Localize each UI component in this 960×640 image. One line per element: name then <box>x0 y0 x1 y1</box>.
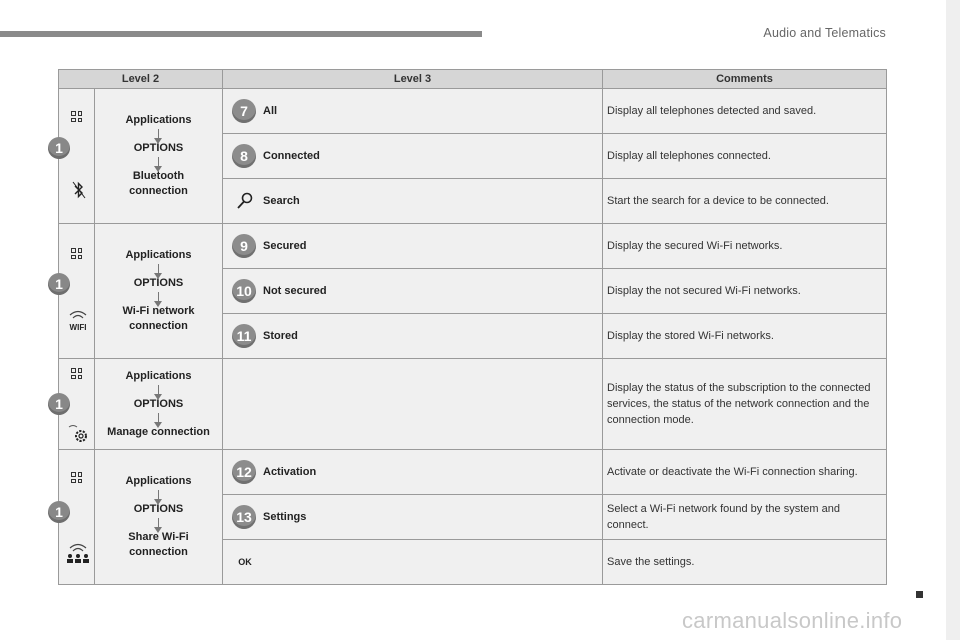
step-badge: 1 <box>48 393 70 415</box>
page-edge-strip <box>946 0 960 640</box>
applications-icon <box>71 111 82 122</box>
applications-icon <box>71 248 82 259</box>
step-badge: 1 <box>48 137 70 159</box>
down-arrow-icon <box>158 129 159 139</box>
level3-cell <box>223 450 603 495</box>
level2-options: OPTIONS <box>133 397 184 410</box>
search-icon <box>235 191 255 211</box>
comment-cell: Display all telephones detected and saved. <box>603 89 887 134</box>
icon-cell <box>55 224 95 359</box>
step-badge: 7 <box>232 99 256 123</box>
wifi-icon-label: WIFI <box>69 323 87 332</box>
level2-target: Bluetooth connection <box>129 170 188 197</box>
down-arrow-icon <box>158 264 159 274</box>
down-arrow-icon <box>158 157 159 167</box>
level3-cell <box>223 540 603 585</box>
level2-target: Wi-Fi network connection <box>122 305 195 332</box>
level3-label: Search <box>263 195 300 207</box>
level3-label: Connected <box>263 150 320 162</box>
down-arrow-icon <box>158 385 159 395</box>
ok-label: OK <box>238 557 252 567</box>
step-badge: 1 <box>48 273 70 295</box>
step-badge: 11 <box>232 324 256 348</box>
comment-cell: Start the search for a device to be connected. <box>603 179 887 224</box>
header-level3: Level 3 <box>223 70 603 89</box>
level2-cell <box>95 359 223 450</box>
wifi-icon <box>66 310 90 332</box>
header-comments: Comments <box>603 70 887 89</box>
level2-target: Share Wi-Fi connection <box>128 531 189 558</box>
icon-cell <box>55 450 95 585</box>
level2-applications: Applications <box>125 475 192 487</box>
table-row <box>59 224 887 269</box>
comment-cell: Display all telephones connected. <box>603 134 887 179</box>
icon-cell <box>55 89 95 224</box>
table-row <box>59 89 887 134</box>
down-arrow-icon <box>158 413 159 423</box>
end-marker <box>916 591 923 598</box>
share-wifi-icon <box>66 542 90 564</box>
applications-icon <box>71 472 82 483</box>
level2-applications: Applications <box>125 369 192 382</box>
comment-cell: Display the not secured Wi-Fi networks. <box>603 269 887 314</box>
level2-applications: Applications <box>125 249 192 261</box>
menu-table <box>55 69 887 585</box>
table-row <box>59 359 887 450</box>
level2-cell <box>95 224 223 359</box>
level3-cell <box>223 224 603 269</box>
level3-label: All <box>263 105 278 117</box>
step-badge: 8 <box>232 144 256 168</box>
level2-options: OPTIONS <box>133 503 184 515</box>
level3-label: Settings <box>263 511 307 523</box>
top-rule <box>0 31 482 37</box>
level3-cell <box>223 495 603 540</box>
level2-options: OPTIONS <box>133 277 184 289</box>
level3-label: Secured <box>263 240 307 252</box>
watermark: carmanualsonline.info <box>682 608 903 633</box>
level3-label: Not secured <box>263 285 327 297</box>
down-arrow-icon <box>158 518 159 528</box>
table-header-row <box>59 70 887 89</box>
level2-target: Manage connection <box>107 425 210 438</box>
level2-applications: Applications <box>125 114 192 126</box>
level2-cell <box>95 450 223 585</box>
bluetooth-icon <box>71 181 87 199</box>
comment-cell: Select a Wi-Fi network found by the system and connect. <box>603 495 887 540</box>
step-badge: 10 <box>232 279 256 303</box>
level3-label: Activation <box>263 466 317 478</box>
level2-options: OPTIONS <box>133 142 184 154</box>
level3-cell <box>223 179 603 224</box>
comment-cell: Activate or deactivate the Wi-Fi connection sharing. <box>603 450 887 495</box>
level3-cell <box>223 89 603 134</box>
icon-cell <box>55 359 95 450</box>
step-badge: 12 <box>232 460 256 484</box>
level3-cell <box>223 359 603 450</box>
step-badge: 9 <box>232 234 256 258</box>
step-badge: 13 <box>232 505 256 529</box>
level3-cell <box>223 134 603 179</box>
applications-icon <box>71 368 82 379</box>
comment-cell: Display the secured Wi-Fi networks. <box>603 224 887 269</box>
down-arrow-icon <box>158 292 159 302</box>
table-row <box>59 450 887 495</box>
comment-cell: Display the status of the subscription to the connected services, the status of the network connection and the connection mode. <box>603 359 887 450</box>
section-title: Audio and Telematics <box>763 26 886 40</box>
header-level2: Level 2 <box>59 70 223 89</box>
comment-cell: Display the stored Wi-Fi networks. <box>603 314 887 359</box>
level3-cell <box>223 269 603 314</box>
level3-cell <box>223 314 603 359</box>
down-arrow-icon <box>158 490 159 500</box>
comment-cell: Save the settings. <box>603 540 887 585</box>
level2-cell <box>95 89 223 224</box>
settings-icon <box>67 424 89 444</box>
step-badge: 1 <box>48 501 70 523</box>
level3-label: Stored <box>263 330 298 342</box>
